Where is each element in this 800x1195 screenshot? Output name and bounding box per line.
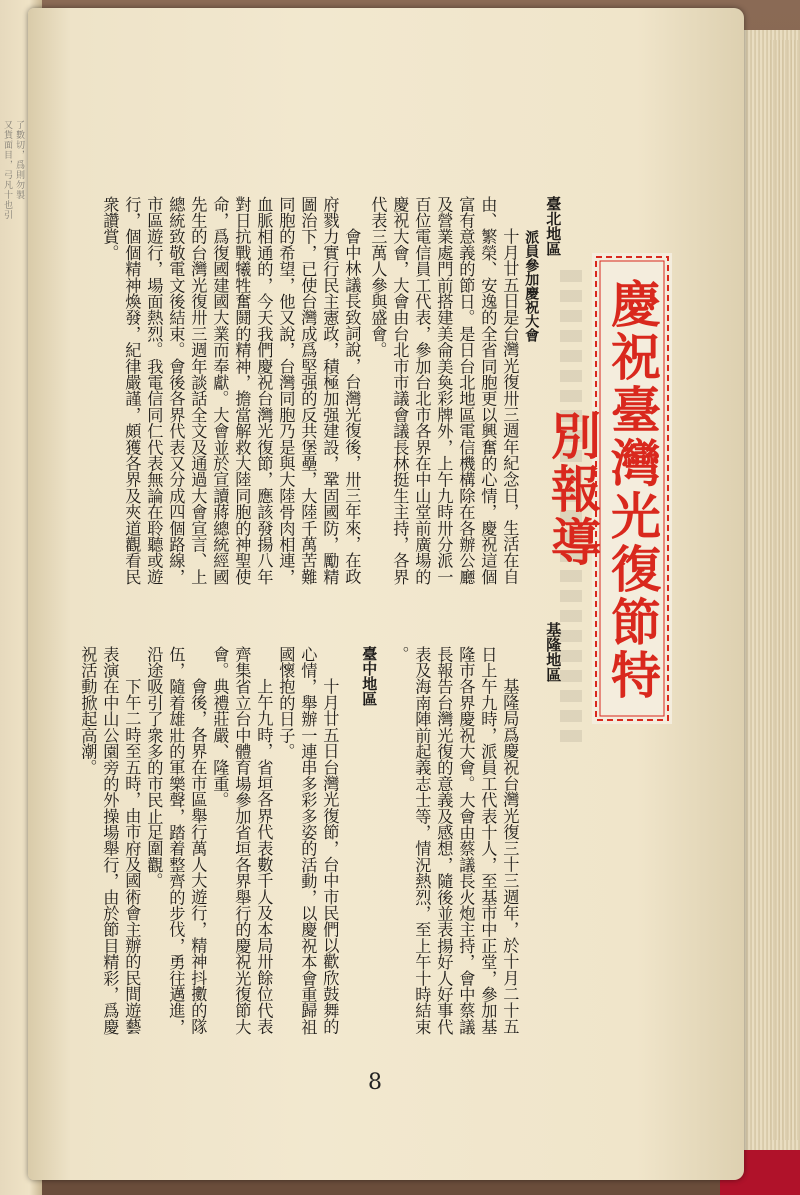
text-column: 百位電信員工代表，參加台北市各界在中山堂前廣場的 bbox=[412, 196, 432, 585]
text-column: 長報告台灣光復的意義及感想，隨後並表揚好人好事代 bbox=[434, 646, 454, 1035]
left-page-fragment: 又貨面目，弓凡十也引 bbox=[2, 120, 12, 220]
page-title: 慶祝臺灣光復節特別報導 bbox=[543, 277, 661, 702]
text-column: 及營業處門前搭建美侖美奐彩牌外，上午九時卅分派一 bbox=[434, 196, 454, 585]
text-column: 伍，隨着雄壯的軍樂聲，踏着整齊的步伐，勇往邁進， bbox=[166, 646, 186, 1035]
section-heading-taichung: 臺中地區 bbox=[360, 646, 379, 706]
text-column: 對日抗戰犧牲奮鬪的精神，擔當解救大陸同胞的神聖使 bbox=[232, 196, 252, 585]
text-column: 表演在中山公園旁的外操場舉行，由於節目精彩，爲慶 bbox=[100, 646, 120, 1035]
text-column: 沿途吸引了衆多的市民止足圍觀。 bbox=[144, 646, 164, 889]
text-column: 會中林議長致詞說，台灣光復後，卅三年來，在政 bbox=[342, 228, 362, 585]
text-column: 衆讚賞。 bbox=[100, 196, 120, 261]
page-edge-texture bbox=[770, 40, 800, 1140]
text-column: 慶祝大會，大會由台北市市議會議長林挺生主持，各界 bbox=[390, 196, 410, 585]
text-column: 市區遊行，場面熱烈。我電信同仁代表無論在聆聽或遊 bbox=[144, 196, 164, 585]
text-column: 同胞的希望，他又說，台灣同胞乃是與大陸骨肉相連， bbox=[276, 196, 296, 585]
text-column: 總統致敬電文後結束。會後各界代表又分成四個路線， bbox=[166, 196, 186, 585]
text-column: 圖治下，已使台灣成爲堅强的反共堡壘，大陸千萬苦難 bbox=[298, 196, 318, 585]
page-number: 8 bbox=[368, 1070, 382, 1095]
text-column: 十月廿五日是台灣光復卅三週年紀念日，生活在自 bbox=[500, 228, 520, 585]
text-column: 富有意義的節日。是日台北地區電信機構除在各辦公廳 bbox=[456, 196, 476, 585]
text-column: 日上午九時，派員工代表十人，至基市中正堂，參加基 bbox=[478, 646, 498, 1035]
text-column: 基隆局爲慶祝台灣光復三十三週年，於十月二十五 bbox=[500, 678, 520, 1035]
text-column: 命，爲復國建國大業而奉獻。大會並於宣讀蔣總統經國 bbox=[210, 196, 230, 585]
text-column: 十月廿五日台灣光復節，台中市民們以歡欣鼓舞的 bbox=[320, 678, 340, 1035]
text-column: 會後，各界在市區舉行萬人大遊行，精神抖擻的隊 bbox=[188, 678, 208, 1035]
text-column: 下午二時至五時，由市府及國術會主辦的民間遊藝 bbox=[122, 678, 142, 1035]
section-heading-keelung: 基隆地區 bbox=[544, 622, 563, 682]
text-column: 表及海南陣前起義志士等，情況熱烈，至上午十時結束 bbox=[412, 646, 432, 1035]
text-column: 府戮力實行民主憲政，積極加强建設，鞏固國防，勵精 bbox=[320, 196, 340, 585]
text-column: 心情，舉辦一連串多彩多姿的活動，以慶祝本會重歸祖 bbox=[298, 646, 318, 1035]
text-column: 。 bbox=[390, 646, 410, 663]
text-column: 行，個個精神煥發，紀律嚴謹，頗獲各界及夾道觀看民 bbox=[122, 196, 142, 585]
text-column: 祝活動掀起高潮。 bbox=[78, 646, 98, 776]
text-column: 會。典禮莊嚴、隆重。 bbox=[210, 646, 230, 808]
left-page-fragment: 了數切，爲則勿製 bbox=[14, 120, 24, 200]
section-subheading-taipei: 派員參加慶祝大會 bbox=[523, 230, 540, 342]
text-column: 由、繁榮、安逸的全省同胞更以興奮的心情，慶祝這個 bbox=[478, 196, 498, 585]
text-column: 國懷抱的日子。 bbox=[276, 646, 296, 760]
section-heading-taipei: 臺北地區 bbox=[544, 196, 563, 256]
text-column: 上午九時，省垣各界代表數千人及本局卅餘位代表 bbox=[254, 678, 274, 1035]
text-column: 血脈相通的，今天我們慶祝台灣光復節，應該發揚八年 bbox=[254, 196, 274, 585]
text-column: 先生的台灣光復卅三週年談話全文及通過大會宣言、上 bbox=[188, 196, 208, 585]
text-column: 代表三萬人參與盛會。 bbox=[368, 196, 388, 358]
text-column: 隆市各界慶祝大會。大會由蔡議長火炮主持，會中蔡議 bbox=[456, 646, 476, 1035]
text-column: 齊集省立台中體育場參加省垣各界舉行的慶祝光復節大 bbox=[232, 646, 252, 1035]
